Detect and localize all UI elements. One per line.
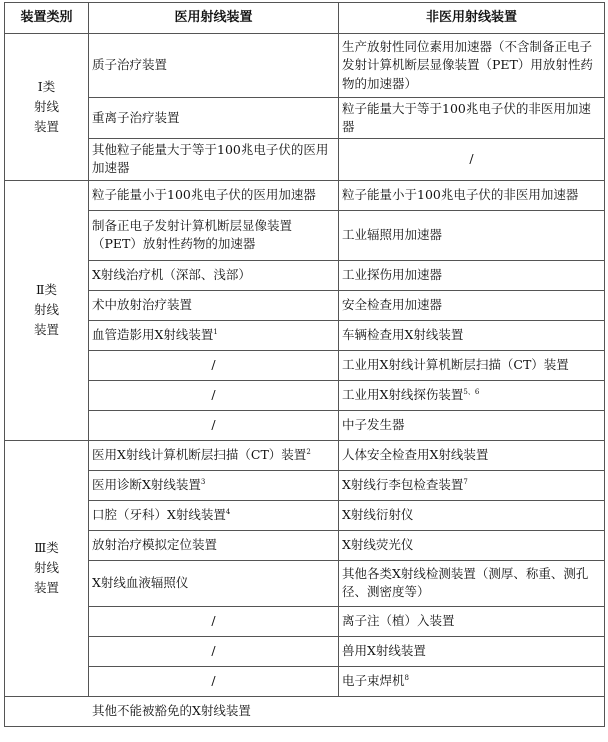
medical-device-cell — [89, 380, 339, 410]
medical-device-cell — [89, 440, 339, 470]
table-row — [5, 530, 605, 560]
non-medical-device-cell-text: 粒子能量大于等于100兆电子伏的非医用加速器 — [342, 101, 591, 135]
medical-device-cell — [89, 560, 339, 606]
footnote-marker: 1 — [213, 327, 218, 336]
non-medical-device-cell — [339, 530, 605, 560]
medical-device-cell-text: / — [211, 612, 216, 628]
medical-device-cell-text: 术中放射治疗装置 — [92, 296, 193, 312]
medical-device-cell — [89, 34, 339, 98]
footnote-marker: 3 — [200, 477, 206, 486]
medical-device-cell-text: 其他粒子能量大于等于100兆电子伏的医用加速器 — [92, 142, 329, 176]
table-row — [5, 350, 605, 380]
non-medical-device-cell-text: 工业辐照用加速器 — [342, 226, 443, 242]
medical-device-cell-text: 放射治疗模拟定位装置 — [92, 536, 218, 552]
non-medical-device-cell — [339, 500, 605, 530]
non-medical-device-cell-text: X射线荧光仪 — [342, 536, 414, 552]
medical-device-cell-text: 医用诊断X射线装置 — [92, 476, 201, 492]
category-label-line: 装置 — [33, 580, 59, 595]
non-medical-device-cell — [339, 210, 605, 260]
footer-row — [5, 696, 605, 726]
medical-device-cell — [89, 98, 339, 139]
medical-device-cell-text: 医用X射线计算机断层扫描（CT）装置 — [92, 446, 307, 462]
non-medical-device-cell — [339, 470, 605, 500]
medical-device-cell-text: / — [211, 356, 216, 372]
non-medical-device-cell — [339, 290, 605, 320]
medical-device-cell-text: 粒子能量小于100兆电子伏的医用加速器 — [92, 186, 316, 202]
medical-device-cell-text: / — [211, 672, 216, 688]
non-medical-device-cell — [339, 34, 605, 98]
table-row — [5, 320, 605, 350]
non-medical-device-cell-text: X射线行李包检查装置 — [342, 476, 464, 492]
category-label-line: Ⅱ类 — [36, 282, 57, 297]
non-medical-device-cell — [339, 260, 605, 290]
footnote-marker: 5、6 — [463, 387, 480, 396]
medical-device-cell — [89, 470, 339, 500]
non-medical-device-cell-text: 电子束焊机 — [342, 672, 405, 688]
non-medical-device-cell-text: 人体安全检查用X射线装置 — [342, 446, 489, 462]
radiation-device-table — [4, 2, 605, 727]
category-label-line: 射线 — [33, 560, 59, 575]
medical-device-cell-text: X射线血液辐照仪 — [92, 574, 189, 590]
table-row — [5, 470, 605, 500]
non-medical-device-cell — [339, 180, 605, 210]
medical-device-cell-text: / — [211, 386, 216, 402]
medical-device-cell-text: 质子治疗装置 — [92, 57, 168, 73]
non-medical-device-cell-text: 粒子能量小于100兆电子伏的非医用加速器 — [342, 186, 579, 202]
footnote-marker: 4 — [225, 507, 231, 516]
non-medical-device-cell — [339, 606, 605, 636]
table-row — [5, 410, 605, 440]
medical-device-cell — [89, 320, 339, 350]
table-row — [5, 98, 605, 139]
non-medical-device-cell — [339, 139, 605, 180]
non-medical-device-cell-text: 其他各类X射线检测装置（测厚、称重、测孔径、测密度等） — [342, 565, 589, 599]
table-row — [5, 34, 605, 98]
medical-device-cell-text: 血管造影用X射线装置 — [92, 326, 214, 342]
medical-device-cell — [89, 530, 339, 560]
non-medical-device-cell — [339, 636, 605, 666]
footnote-marker: 2 — [306, 447, 311, 456]
medical-device-cell — [89, 139, 339, 180]
medical-device-cell — [89, 350, 339, 380]
category-label-line: 装置 — [33, 118, 59, 134]
medical-device-cell — [89, 290, 339, 320]
non-medical-device-cell-text: 生产放射性同位素用加速器（不含制备正电子发射计算机断层显像装置（PET）用放射性药物的加速器） — [342, 39, 593, 91]
medical-device-cell — [89, 260, 339, 290]
table-row — [5, 500, 605, 530]
non-medical-device-cell — [339, 320, 605, 350]
table-row — [5, 260, 605, 290]
footer-cell: 其他不能被豁免的X射线装置 — [5, 696, 605, 726]
non-medical-device-cell-text: 兽用X射线装置 — [342, 642, 426, 658]
category-cell — [5, 440, 89, 696]
non-medical-device-cell-text: 安全检查用加速器 — [342, 296, 443, 312]
table-row — [5, 139, 605, 180]
category-label-line: 装置 — [33, 322, 59, 337]
category-label-line: 射线 — [33, 302, 59, 317]
table-row — [5, 606, 605, 636]
category-label-line: Ⅲ类 — [34, 540, 59, 555]
header-category: 装置类别 — [5, 3, 89, 34]
table-row — [5, 180, 605, 210]
medical-device-cell-text: X射线治疗机（深部、浅部） — [92, 266, 251, 282]
medical-device-cell-text: / — [211, 416, 216, 432]
non-medical-device-cell-text: / — [469, 151, 474, 167]
medical-device-cell — [89, 636, 339, 666]
medical-device-cell-text: 制备正电子发射计算机断层显像装置（PET）放射性药物的加速器 — [92, 217, 293, 251]
non-medical-device-cell-text: 中子发生器 — [342, 416, 405, 432]
non-medical-device-cell — [339, 380, 605, 410]
table-row — [5, 636, 605, 666]
non-medical-device-cell — [339, 350, 605, 380]
medical-device-cell — [89, 606, 339, 636]
medical-device-cell — [89, 180, 339, 210]
medical-device-cell — [89, 410, 339, 440]
non-medical-device-cell-text: X射线衍射仪 — [342, 506, 414, 522]
medical-device-cell — [89, 500, 339, 530]
non-medical-device-cell — [339, 410, 605, 440]
category-cell — [5, 34, 89, 181]
table-row — [5, 290, 605, 320]
category-label-line: 射线 — [33, 98, 59, 114]
footnote-marker: 7 — [463, 477, 468, 486]
non-medical-device-cell — [339, 666, 605, 696]
non-medical-device-cell-text: 离子注（植）入装置 — [342, 612, 455, 628]
medical-device-cell-text: / — [211, 642, 216, 658]
medical-device-cell — [89, 210, 339, 260]
header-non-medical: 非医用射线装置 — [339, 3, 605, 34]
header-medical: 医用射线装置 — [89, 3, 339, 34]
medical-device-cell — [89, 666, 339, 696]
non-medical-device-cell-text: 工业探伤用加速器 — [342, 266, 443, 282]
non-medical-device-cell-text: 工业用X射线探伤装置 — [342, 386, 464, 402]
table-row — [5, 560, 605, 606]
non-medical-device-cell — [339, 560, 605, 606]
medical-device-cell-text: 重离子治疗装置 — [92, 110, 180, 126]
non-medical-device-cell — [339, 440, 605, 470]
category-cell — [5, 180, 89, 440]
non-medical-device-cell — [339, 98, 605, 139]
non-medical-device-cell-text: 工业用X射线计算机断层扫描（CT）装置 — [342, 356, 569, 372]
header-row — [5, 3, 605, 34]
non-medical-device-cell-text: 车辆检查用X射线装置 — [342, 326, 464, 342]
category-label-line: Ⅰ类 — [37, 78, 56, 94]
table-row — [5, 210, 605, 260]
medical-device-cell-text: 口腔（牙科）X射线装置 — [92, 506, 226, 522]
footnote-marker: 8 — [404, 673, 409, 682]
table-row — [5, 380, 605, 410]
table-row — [5, 666, 605, 696]
table-row — [5, 440, 605, 470]
